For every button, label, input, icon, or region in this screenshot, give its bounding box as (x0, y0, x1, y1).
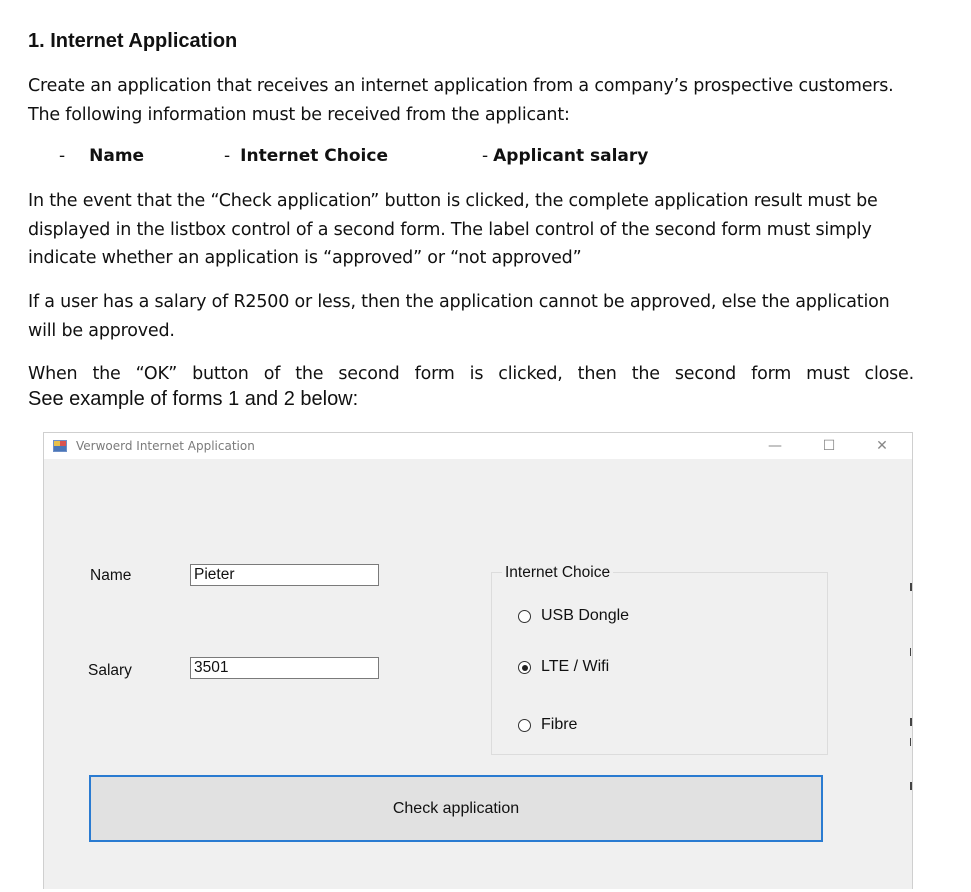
bullet-text: Name (89, 146, 145, 166)
bullet-text: Internet Choice (240, 146, 388, 166)
name-label: Name (90, 567, 132, 584)
title-bar (44, 433, 912, 459)
ok-button-paragraph: When the “OK” button of the second form is clicked, then the second form must close. (28, 364, 914, 384)
radio-label-fibre[interactable]: Fibre (541, 716, 578, 733)
bullet-dash: - (59, 146, 66, 166)
bullet-dash: - (482, 146, 489, 166)
salary-input[interactable]: 3501 (190, 657, 379, 679)
window-title: Verwoerd Internet Application (76, 439, 255, 453)
salary-label: Salary (88, 662, 132, 679)
section-heading: 1. Internet Application (28, 30, 238, 52)
minimize-icon[interactable]: — (768, 438, 782, 454)
requirements-paragraph: In the event that the “Check application” button is clicked, the complete application result must be displayed in the listbox control of a second form. The label control of the second form must simply indicate whether an application is “approved” or “not approved” (28, 191, 878, 268)
edge-mark (910, 782, 912, 790)
radio-label-lte-wifi[interactable]: LTE / Wifi (541, 658, 610, 675)
maximize-icon[interactable]: ☐ (822, 438, 836, 454)
edge-mark (910, 718, 912, 726)
bullet-dash: - (224, 146, 231, 166)
radio-label-usb-dongle[interactable]: USB Dongle (541, 607, 630, 624)
edge-mark (910, 648, 911, 656)
edge-mark (910, 583, 912, 591)
radio-lte-wifi[interactable] (518, 661, 531, 674)
internet-choice-legend: Internet Choice (502, 564, 613, 582)
radio-usb-dongle[interactable] (518, 610, 531, 623)
edge-mark (910, 738, 911, 746)
app-icon (53, 440, 67, 452)
bullet-name (59, 146, 144, 166)
form-window (43, 432, 913, 889)
close-icon[interactable]: ✕ (876, 438, 888, 454)
name-input[interactable]: Pieter (190, 564, 379, 586)
bullet-text: Applicant salary (493, 146, 649, 166)
bullet-internet-choice (224, 146, 388, 166)
radio-fibre[interactable] (518, 719, 531, 732)
salary-rule-paragraph: If a user has a salary of R2500 or less, then the application cannot be approved, else the application will be approved. (28, 292, 890, 341)
intro-paragraph: Create an application that receives an internet application from a company’s prospective customers. The following information must be received from the applicant: (28, 76, 894, 125)
example-caption: See example of forms 1 and 2 below: (28, 388, 359, 410)
check-application-button[interactable]: Check application (89, 775, 823, 842)
bullet-applicant-salary (482, 146, 648, 166)
